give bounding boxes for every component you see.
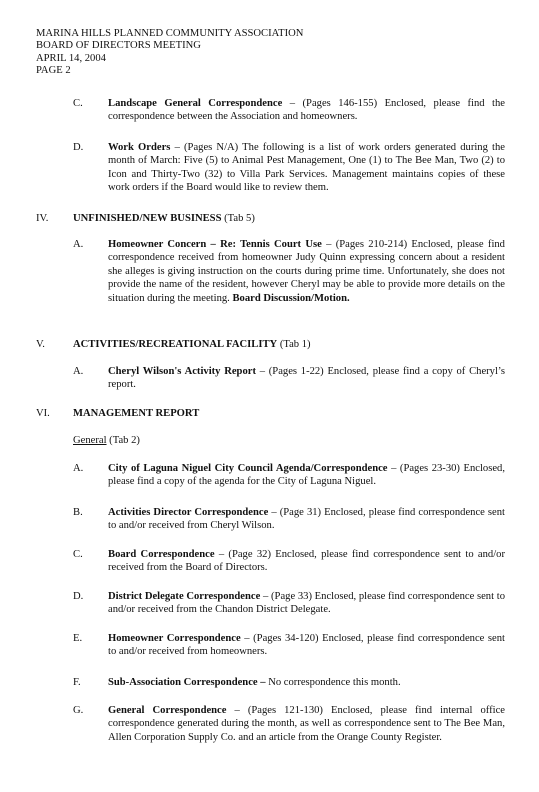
item-body (108, 676, 505, 689)
subsection-tab: (Tab 2) (106, 435, 140, 446)
header-date: APRIL 14, 2004 (36, 52, 106, 64)
section-unfinished-new-business (36, 212, 506, 225)
item-sub-association-correspondence (73, 676, 505, 689)
item-action-required: Board Discussion/Motion. (232, 292, 350, 304)
section-number: VI. (36, 408, 50, 419)
item-title: Work Orders (108, 142, 171, 153)
item-title: Homeowner Correspondence (108, 633, 241, 644)
section-tab: (Tab 5) (221, 213, 255, 224)
item-letter: A. (73, 463, 84, 474)
item-body (108, 632, 505, 659)
item-general-correspondence (73, 704, 505, 744)
section-title: ACTIVITIES/RECREATIONAL FACILITY (73, 339, 278, 350)
section-number: IV. (36, 213, 49, 224)
item-body (108, 506, 505, 533)
item-letter: A. (73, 366, 84, 377)
item-title: District Delegate Correspondence (108, 591, 261, 602)
item-board-correspondence (73, 548, 505, 575)
item-activity-report (73, 365, 505, 392)
item-district-delegate-correspondence (73, 590, 505, 617)
item-text: – (Pages 121-130) Enclosed, please find internal office correspondence generated during the month, as well as correspondence sent to The Bee Man, Allen Corporation Supply Co. and an article from the Orange County Register. (108, 705, 505, 743)
document-header (36, 28, 303, 78)
subsection-label: General (73, 435, 107, 446)
item-title: Activities Director Correspondence (108, 507, 269, 518)
item-title: General Correspondence (108, 705, 227, 716)
item-text: – (Page 32) Enclosed, please find correspondence sent to and/or received from the Board of Directors. (108, 549, 505, 574)
item-letter: C. (73, 549, 83, 560)
item-text: – (Page 33) Enclosed, please find correspondence sent to and/or received from the Chandon District Delegate. (108, 591, 505, 616)
header-association-name: MARINA HILLS PLANNED COMMUNITY ASSOCIATION (36, 28, 304, 39)
item-text: – (Pages 23-30) Enclosed, please find a copy of the agenda for the City of Laguna Niguel. (108, 463, 505, 488)
item-body (108, 704, 505, 744)
section-title: MANAGEMENT REPORT (73, 408, 200, 419)
item-body (108, 238, 505, 305)
item-letter: D. (73, 142, 84, 153)
item-title: Homeowner Concern – Re: Tennis Court Use (108, 239, 322, 250)
item-letter: C. (73, 98, 83, 109)
item-letter: B. (73, 507, 83, 518)
section-management-report (36, 407, 506, 420)
item-work-orders (73, 141, 505, 195)
item-text: – (Pages 34-120) Enclosed, please find correspondence sent to and/or received from homeowners. (108, 633, 506, 658)
item-body (108, 97, 505, 124)
section-heading (73, 212, 506, 225)
header-meeting-name: BOARD OF DIRECTORS MEETING (36, 40, 201, 52)
item-letter: E. (73, 633, 83, 644)
section-activities-recreational (36, 338, 506, 351)
section-title: UNFINISHED/NEW BUSINESS (73, 213, 222, 224)
item-body (108, 462, 505, 489)
item-letter: A. (73, 239, 84, 250)
subsection-general (73, 434, 140, 447)
item-body (108, 141, 505, 195)
item-activities-director-correspondence (73, 506, 505, 533)
item-text: No correspondence this month. (265, 677, 401, 688)
item-body (108, 590, 505, 617)
item-body (108, 365, 505, 392)
item-homeowner-correspondence (73, 632, 505, 659)
item-title: City of Laguna Niguel City Council Agenda/Correspondence (108, 463, 388, 474)
section-heading (73, 338, 506, 351)
section-number: V. (36, 339, 45, 350)
item-letter: F. (73, 677, 81, 688)
item-letter: G. (73, 705, 84, 716)
item-body (108, 548, 505, 575)
item-text: – (Pages 1-22) Enclosed, please find a copy of Cheryl’s report. (108, 366, 505, 391)
item-title: Landscape General Correspondence (108, 98, 283, 109)
item-title: Cheryl Wilson's Activity Report (108, 366, 256, 377)
item-text: – (Page 31) Enclosed, please find correspondence sent to and/or received from Cheryl Wilson. (108, 507, 505, 532)
item-city-council-agenda (73, 462, 505, 489)
section-tab: (Tab 1) (277, 339, 311, 350)
item-landscape-correspondence (73, 97, 505, 124)
section-heading (73, 407, 506, 420)
header-page-number: PAGE 2 (36, 65, 71, 77)
item-text: – (Pages N/A) The following is a list of work orders generated during the month of March: Five (5) to Animal Pest Management, One (1) to The Bee Man, Two (2) to Icon and Thirty-Two (32) to Villa Park Services. Management maintains copies of these work orders if the Board would like to review them. (108, 142, 505, 194)
item-title: Sub-Association Correspondence – (108, 677, 266, 688)
item-text: – (Pages 146-155) Enclosed, please find the correspondence between the Association and homeowners. (108, 98, 505, 123)
item-tennis-court-concern (73, 238, 505, 305)
item-text: – (Pages 210-214) Enclosed, please find correspondence received from homeowner Judy Quinn expressing concern about a resident she alleges is giving instruction on the courts during prime time. Unfortunately, she does not provide the name of the resident, however Cheryl may be able to provide more details on the situation during the meeting. (108, 239, 505, 304)
item-title: Board Correspondence (108, 549, 215, 560)
item-letter: D. (73, 591, 84, 602)
